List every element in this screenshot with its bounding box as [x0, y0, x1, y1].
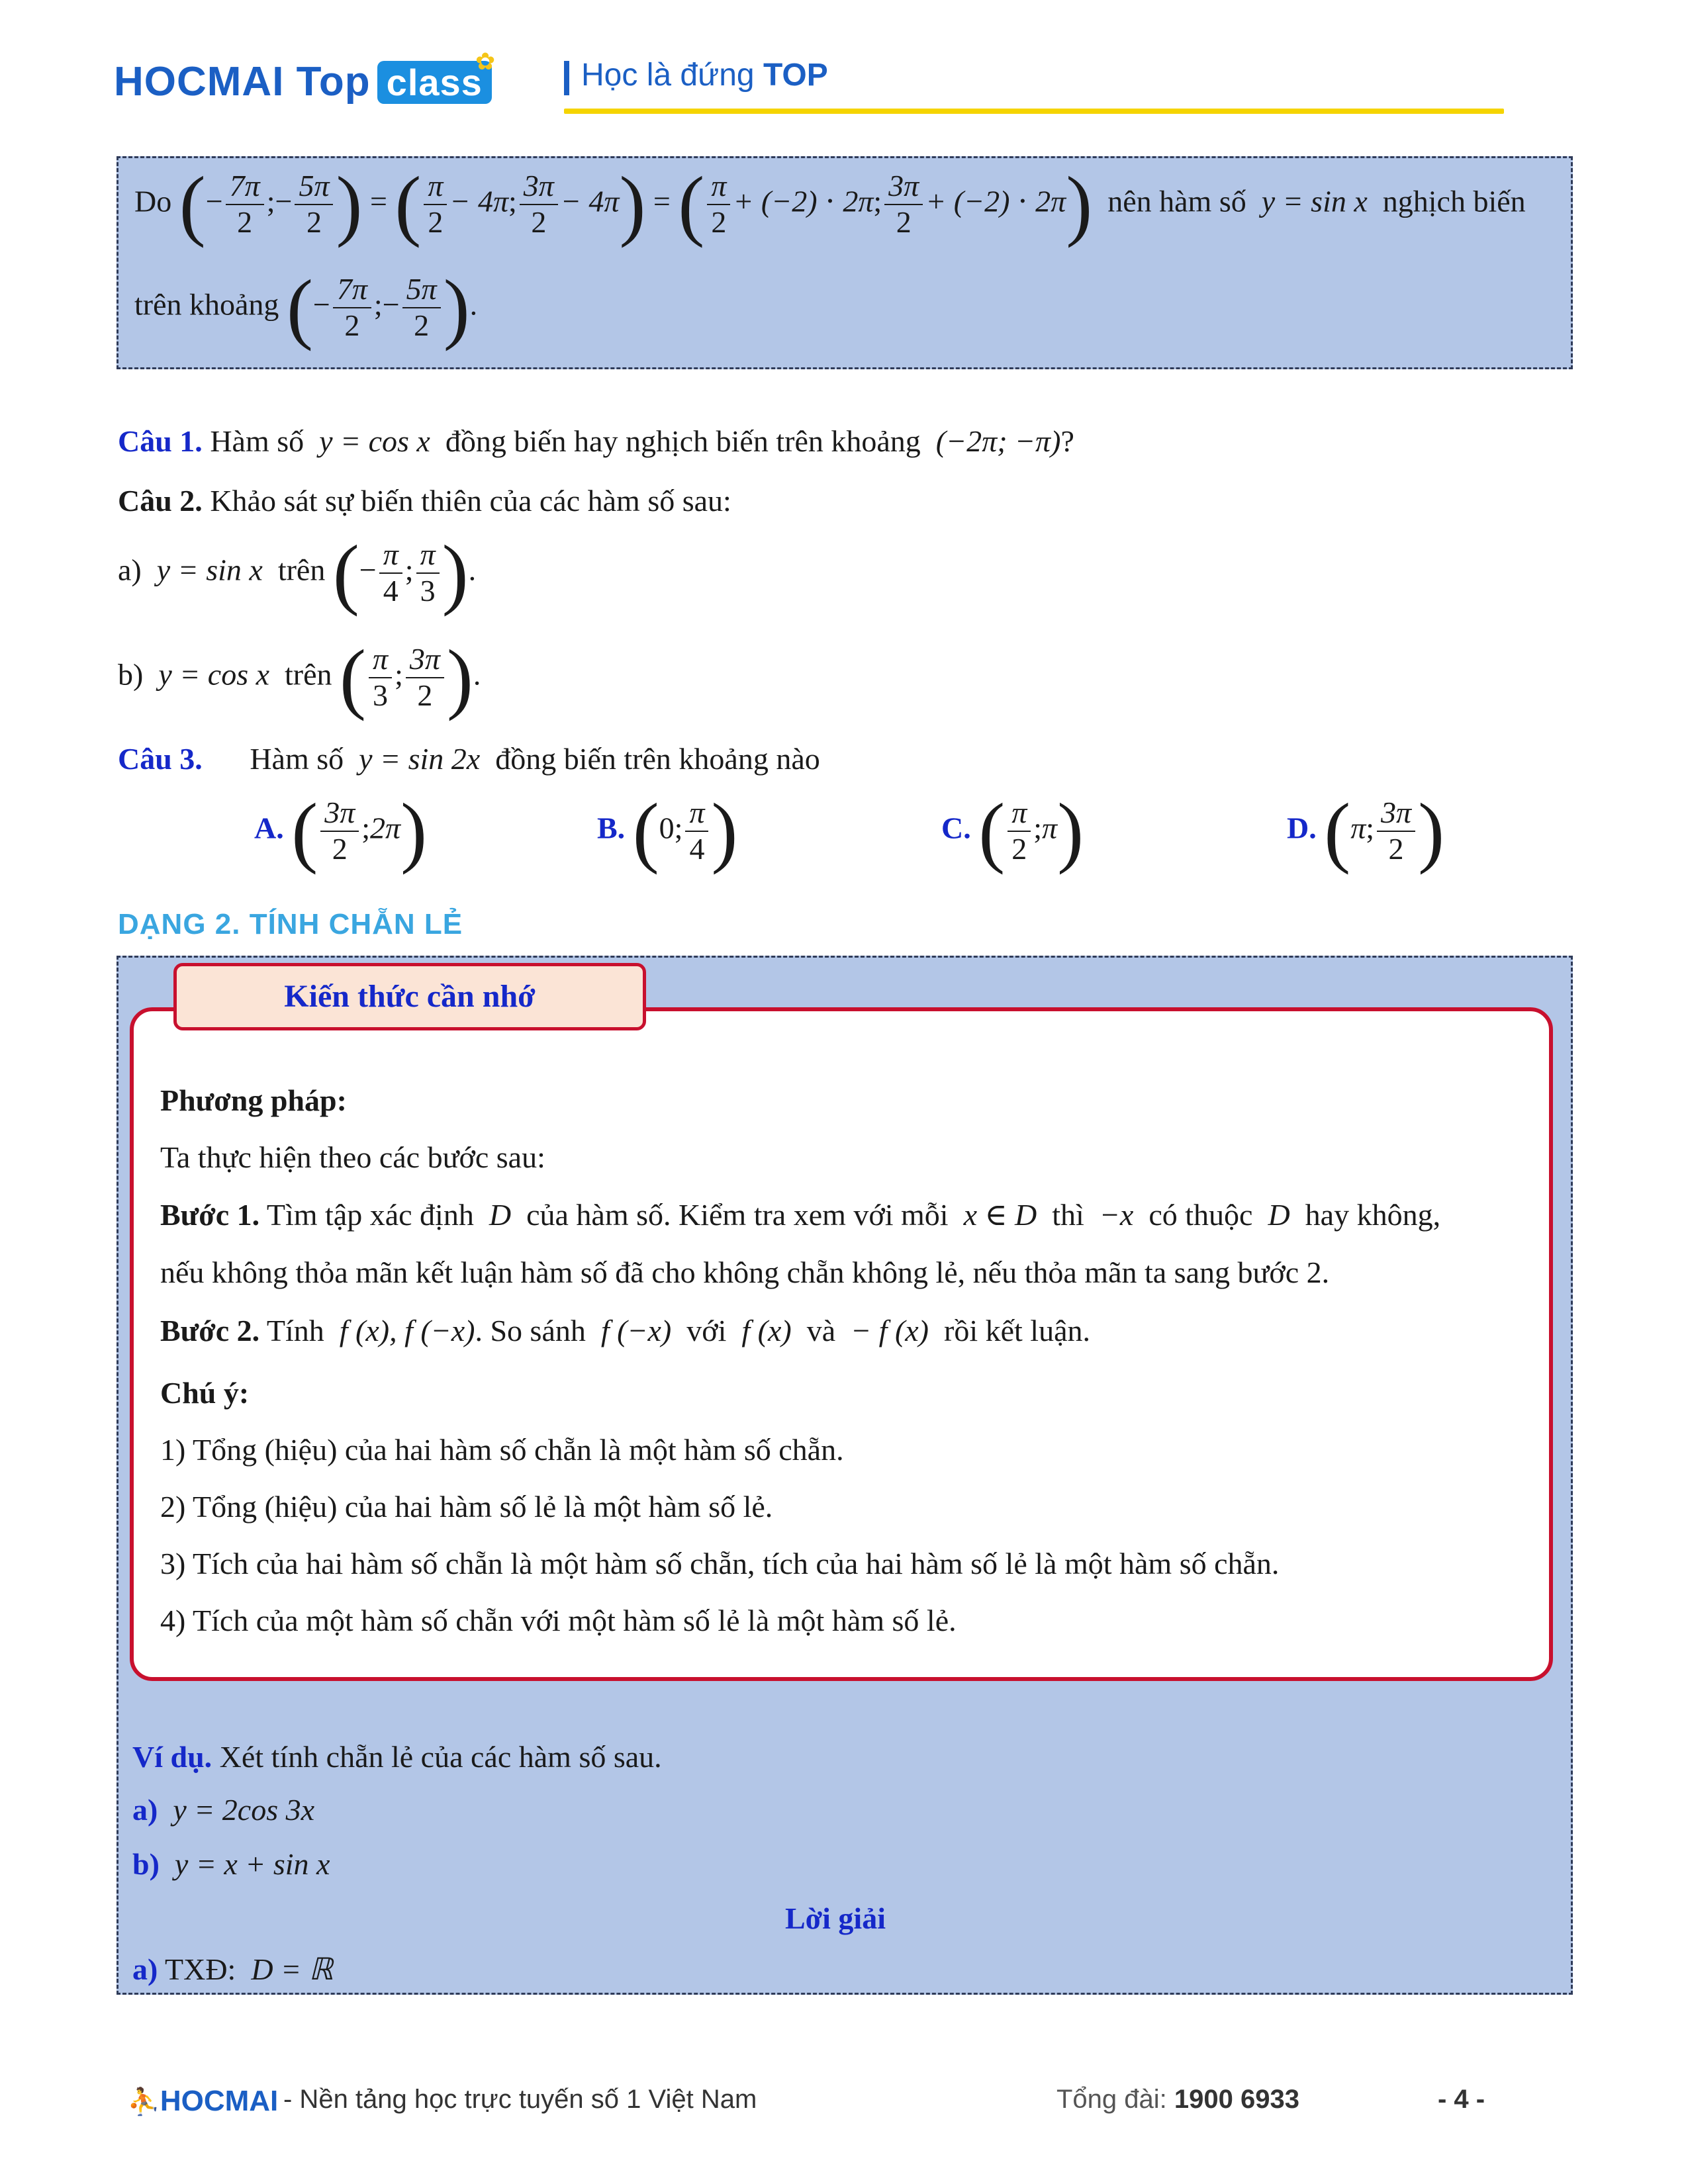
text: và: [806, 1314, 836, 1347]
paren: (: [340, 633, 367, 721]
label: a): [132, 1952, 158, 1986]
text: Hàm số: [210, 424, 305, 458]
math-d: D: [1268, 1198, 1290, 1232]
box1-line1: [134, 160, 1526, 248]
sep: ;: [404, 553, 414, 587]
equals: =: [369, 184, 387, 218]
question-2b: [118, 633, 481, 721]
sep: ;: [1366, 811, 1375, 845]
text: với: [686, 1314, 727, 1347]
minus: −: [205, 184, 223, 218]
paren: (: [286, 263, 313, 351]
hocmai-logo-icon: ⛹: [127, 2087, 160, 2116]
label: b): [118, 657, 144, 692]
den: 2: [1011, 832, 1027, 866]
frac: [333, 272, 371, 343]
hotline-label: Tổng đài:: [1056, 2085, 1167, 2114]
period: .: [469, 287, 478, 322]
num: π: [416, 537, 440, 574]
text: Khảo sát sự biến thiên của các hàm số sau:: [210, 484, 731, 518]
den: 2: [896, 205, 912, 239]
func: y = sin 2x: [359, 742, 481, 776]
example-label: Ví dụ.: [132, 1740, 212, 1774]
text: đồng biến trên khoảng nào: [495, 742, 820, 776]
header-underline: [564, 109, 1504, 114]
footer-brand: HOCMAI: [160, 2085, 279, 2117]
func: y = 2cos 3x: [173, 1793, 315, 1827]
paren: ): [1057, 787, 1084, 875]
qmark: ?: [1060, 424, 1074, 458]
tagline-bar: [564, 61, 569, 95]
text: nên hàm số: [1107, 184, 1246, 218]
text: trên: [277, 553, 326, 587]
brand-class-badge: class: [377, 61, 492, 104]
question-3: [118, 741, 820, 776]
star-icon: ✿: [475, 48, 496, 75]
paren: (: [291, 787, 318, 875]
frac: [295, 169, 333, 240]
term: π: [1350, 811, 1366, 845]
term: − 4π: [449, 184, 509, 218]
term: − 4π: [560, 184, 620, 218]
label: a): [118, 553, 142, 587]
solution-a: [132, 1951, 333, 1987]
section-title: DẠNG 2. TÍNH CHẴN LẺ: [118, 908, 463, 940]
sep: ;: [361, 811, 371, 845]
frac: [685, 796, 708, 867]
text: có thuộc: [1149, 1198, 1253, 1232]
note-item: 4) Tích của một hàm số chẵn với một hàm số lẻ là một hàm số lẻ.: [160, 1604, 957, 1637]
frac: [520, 169, 558, 240]
text: rồi kết luận.: [944, 1314, 1090, 1347]
text: trên: [285, 657, 332, 692]
num: π: [707, 169, 730, 205]
math: − f (x): [851, 1314, 929, 1347]
math: f (−x): [600, 1314, 672, 1347]
question-2a: [118, 529, 477, 617]
paren: ): [1418, 787, 1445, 875]
paren: (: [179, 160, 206, 248]
frac: [707, 169, 730, 240]
math-d: D: [489, 1198, 512, 1232]
step-label: Bước 1.: [160, 1198, 260, 1232]
paren: ): [400, 787, 428, 875]
equals: =: [653, 184, 671, 218]
label: a): [132, 1793, 158, 1827]
num: 7π: [226, 169, 264, 205]
box1-line2: [134, 263, 478, 351]
step-1-line2: nếu không thỏa mãn kết luận hàm số đã cho không chẵn không lẻ, nếu thỏa mãn ta sang bước 2.: [160, 1255, 1330, 1289]
math: −x: [1099, 1198, 1134, 1232]
text: hay không,: [1305, 1198, 1441, 1232]
num: π: [424, 169, 447, 205]
term: + (−2) ⋅ 2π: [925, 184, 1066, 218]
question-1: [118, 424, 1074, 459]
paren: (: [632, 787, 659, 875]
interval: (−2π; −π): [935, 424, 1061, 458]
den: 2: [531, 205, 547, 239]
step-1: [160, 1197, 1440, 1232]
text: nghịch biến: [1382, 184, 1526, 218]
den: 2: [344, 308, 360, 342]
knowledge-tab: Kiến thức cần nhớ: [173, 963, 646, 1030]
text: của hàm số. Kiểm tra xem với mỗi: [526, 1198, 949, 1232]
sep: ;: [508, 184, 517, 218]
period: .: [473, 657, 481, 692]
den: 2: [414, 308, 430, 342]
sep: ;: [873, 184, 882, 218]
func: y = sin x: [1261, 184, 1368, 218]
option-key: D.: [1287, 811, 1317, 845]
math: D = ℝ: [251, 1952, 334, 1986]
period: .: [468, 553, 477, 587]
option-a[interactable]: [254, 787, 428, 875]
note-item: 2) Tổng (hiệu) của hai hàm số lẻ là một hàm số lẻ.: [160, 1490, 773, 1524]
frac: [1377, 796, 1415, 867]
paren: ): [711, 787, 738, 875]
term: + (−2) ⋅ 2π: [733, 184, 874, 218]
num: 3π: [520, 169, 558, 205]
func: y = x + sin x: [174, 1847, 330, 1881]
text: đồng biến hay nghịch biến trên khoảng: [445, 424, 921, 458]
paren: ): [619, 160, 646, 248]
den: 4: [689, 832, 705, 866]
text: Tính: [266, 1314, 324, 1347]
den: 2: [711, 205, 727, 239]
step-label: Bước 2.: [160, 1314, 260, 1347]
text: TXĐ:: [165, 1952, 236, 1986]
frac: [226, 169, 264, 240]
footer-text: - Nền tảng học trực tuyến số 1 Việt Nam: [283, 2085, 757, 2114]
paren: (: [332, 529, 359, 617]
sep: ;: [395, 657, 403, 692]
question-label: Câu 1.: [118, 424, 203, 458]
brand-name: HOCMAI Top: [114, 59, 371, 105]
minus: −: [312, 287, 330, 322]
math: f (x), f (−x): [339, 1314, 475, 1347]
option-key: A.: [254, 811, 284, 845]
page-number: - 4 -: [1438, 2085, 1485, 2114]
note-title: Chú ý:: [160, 1376, 250, 1410]
solution-box: [117, 156, 1573, 369]
frac: [884, 169, 923, 240]
term: 2π: [370, 811, 401, 845]
num: 3π: [406, 642, 444, 678]
frac: [406, 642, 444, 713]
minus: −: [359, 553, 377, 587]
tagline: [581, 57, 828, 93]
term: π: [1042, 811, 1058, 845]
paren: (: [1324, 787, 1351, 875]
paren: (: [678, 160, 705, 248]
paren: (: [978, 787, 1006, 875]
note-item: 3) Tích của hai hàm số chẵn là một hàm số chẵn, tích của hai hàm số lẻ là một hàm số chẵn.: [160, 1547, 1280, 1580]
text: Tìm tập xác định: [266, 1198, 474, 1232]
frac: [416, 537, 440, 609]
option-b[interactable]: [597, 787, 738, 875]
footer-logo: [127, 2085, 278, 2118]
text: . So sánh: [475, 1314, 586, 1347]
example-b: [132, 1846, 330, 1882]
num: π: [685, 796, 708, 832]
hotline-number: 1900 6933: [1174, 2085, 1299, 2114]
den: 3: [420, 574, 436, 608]
paren: ): [336, 160, 363, 248]
den: 3: [373, 678, 389, 712]
num: π: [369, 642, 392, 678]
num: 7π: [333, 272, 371, 308]
paren: ): [443, 263, 470, 351]
frac: [369, 642, 392, 713]
num: 3π: [320, 796, 359, 832]
den: 2: [1388, 832, 1404, 866]
option-c[interactable]: [941, 787, 1084, 875]
tagline-text: Học là đứng: [581, 58, 755, 93]
text: Xét tính chẵn lẻ của các hàm số sau.: [219, 1740, 662, 1774]
num: 5π: [402, 272, 441, 308]
func: y = cos x: [158, 657, 270, 692]
brand-logo: [114, 58, 492, 105]
question-label: Câu 3.: [118, 742, 203, 776]
example: [132, 1739, 662, 1774]
option-key: C.: [941, 811, 971, 845]
label: b): [132, 1847, 160, 1881]
num: π: [379, 537, 402, 574]
sep: ;: [266, 184, 275, 218]
math: x ∈ D: [963, 1198, 1037, 1232]
paren: ): [442, 529, 469, 617]
sep: ;: [674, 811, 683, 845]
option-key: B.: [597, 811, 626, 845]
den: 4: [383, 574, 399, 608]
paren: ): [1066, 160, 1093, 248]
note-item: 1) Tổng (hiệu) của hai hàm số chẵn là một hàm số chẵn.: [160, 1433, 844, 1467]
func: y = sin x: [156, 553, 263, 587]
minus: −: [275, 184, 293, 218]
num: π: [1008, 796, 1031, 832]
minus: −: [382, 287, 400, 322]
text: thì: [1052, 1198, 1084, 1232]
den: 2: [306, 205, 322, 239]
text: Hàm số: [250, 742, 344, 776]
text: trên khoảng: [134, 287, 279, 322]
solution-title: Lời giải: [785, 1901, 886, 1935]
paren: ): [446, 633, 473, 721]
frac: [320, 796, 359, 867]
method-intro: Ta thực hiện theo các bước sau:: [160, 1140, 545, 1174]
frac: [424, 169, 447, 240]
sep: ;: [1033, 811, 1043, 845]
num: 3π: [1377, 796, 1415, 832]
den: 2: [332, 832, 348, 866]
method-title: Phương pháp:: [160, 1083, 347, 1117]
func: y = cos x: [319, 424, 430, 458]
paren: (: [395, 160, 422, 248]
footer-hotline: [1056, 2085, 1299, 2115]
question-2: [118, 483, 731, 518]
frac: [1008, 796, 1031, 867]
word-do: Do: [134, 184, 172, 218]
den: 2: [237, 205, 253, 239]
num: 5π: [295, 169, 333, 205]
tagline-bold: TOP: [763, 58, 828, 93]
step-2: [160, 1313, 1090, 1348]
num: 3π: [884, 169, 923, 205]
frac: [379, 537, 402, 609]
frac: [402, 272, 441, 343]
question-label: Câu 2.: [118, 484, 203, 518]
example-a: [132, 1792, 314, 1827]
den: 2: [428, 205, 444, 239]
sep: ;: [373, 287, 383, 322]
math: f (x): [741, 1314, 792, 1347]
option-d[interactable]: [1287, 787, 1445, 875]
den: 2: [417, 678, 433, 712]
term: 0: [659, 811, 675, 845]
